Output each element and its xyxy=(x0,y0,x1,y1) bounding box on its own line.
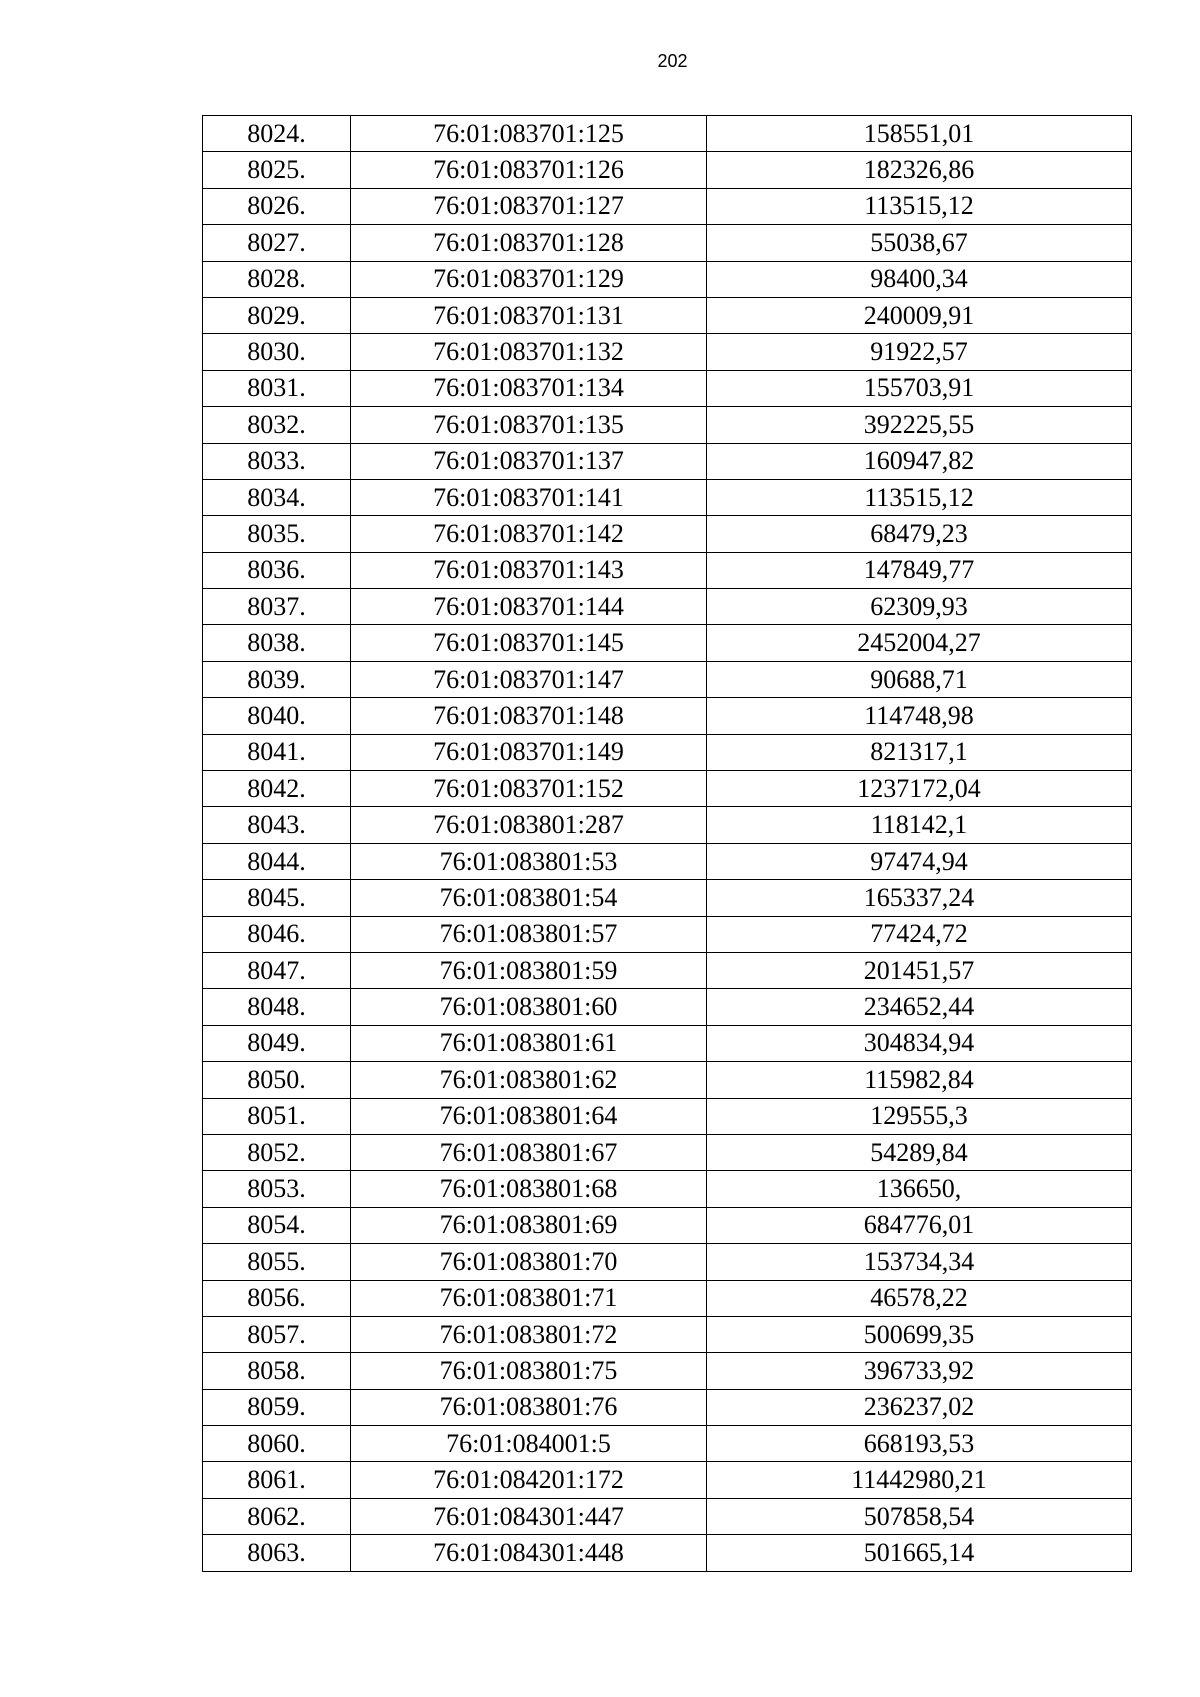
table-row xyxy=(203,1025,1132,1061)
cadastral-number-cell: 76:01:083701:126 xyxy=(351,152,707,188)
cadastral-number-cell: 76:01:083801:71 xyxy=(351,1280,707,1316)
table-row xyxy=(203,589,1132,625)
table-row xyxy=(203,443,1132,479)
row-number-cell: 8025. xyxy=(203,152,351,188)
cadastral-number-cell: 76:01:083701:127 xyxy=(351,188,707,224)
table-row xyxy=(203,880,1132,916)
row-number-cell: 8059. xyxy=(203,1389,351,1425)
cadastral-number-cell: 76:01:083701:135 xyxy=(351,407,707,443)
value-cell: 507858,54 xyxy=(707,1498,1132,1534)
table-row xyxy=(203,407,1132,443)
value-cell: 118142,1 xyxy=(707,807,1132,843)
value-cell: 77424,72 xyxy=(707,916,1132,952)
value-cell: 821317,1 xyxy=(707,734,1132,770)
value-cell: 1237172,04 xyxy=(707,771,1132,807)
value-cell: 113515,12 xyxy=(707,479,1132,515)
table-row xyxy=(203,1462,1132,1498)
value-cell: 234652,44 xyxy=(707,989,1132,1025)
value-cell: 500699,35 xyxy=(707,1316,1132,1352)
cadastral-number-cell: 76:01:083701:147 xyxy=(351,661,707,697)
value-cell: 182326,86 xyxy=(707,152,1132,188)
table-row xyxy=(203,1426,1132,1462)
row-number-cell: 8050. xyxy=(203,1062,351,1098)
cadastral-number-cell: 76:01:083801:59 xyxy=(351,952,707,988)
value-cell: 91922,57 xyxy=(707,334,1132,370)
table-row xyxy=(203,1098,1132,1134)
table-row xyxy=(203,1498,1132,1534)
table-row xyxy=(203,1353,1132,1389)
row-number-cell: 8034. xyxy=(203,479,351,515)
value-cell: 147849,77 xyxy=(707,552,1132,588)
table-row xyxy=(203,989,1132,1025)
value-cell: 684776,01 xyxy=(707,1207,1132,1243)
cadastral-number-cell: 76:01:083701:129 xyxy=(351,261,707,297)
value-cell: 62309,93 xyxy=(707,589,1132,625)
table-row xyxy=(203,843,1132,879)
table-row xyxy=(203,225,1132,261)
table-row xyxy=(203,1535,1132,1571)
row-number-cell: 8047. xyxy=(203,952,351,988)
row-number-cell: 8027. xyxy=(203,225,351,261)
table-row xyxy=(203,625,1132,661)
cadastral-number-cell: 76:01:083701:149 xyxy=(351,734,707,770)
cadastral-number-cell: 76:01:083701:152 xyxy=(351,771,707,807)
value-cell: 68479,23 xyxy=(707,516,1132,552)
cadastral-number-cell: 76:01:083801:70 xyxy=(351,1244,707,1280)
value-cell: 155703,91 xyxy=(707,370,1132,406)
table-row xyxy=(203,1389,1132,1425)
table-row xyxy=(203,261,1132,297)
row-number-cell: 8061. xyxy=(203,1462,351,1498)
row-number-cell: 8060. xyxy=(203,1426,351,1462)
cadastral-number-cell: 76:01:083701:137 xyxy=(351,443,707,479)
cadastral-number-cell: 76:01:084001:5 xyxy=(351,1426,707,1462)
value-cell: 90688,71 xyxy=(707,661,1132,697)
cadastral-number-cell: 76:01:083701:128 xyxy=(351,225,707,261)
row-number-cell: 8058. xyxy=(203,1353,351,1389)
cadastral-number-cell: 76:01:083801:67 xyxy=(351,1134,707,1170)
row-number-cell: 8032. xyxy=(203,407,351,443)
cadastral-number-cell: 76:01:083701:145 xyxy=(351,625,707,661)
value-cell: 98400,34 xyxy=(707,261,1132,297)
value-cell: 11442980,21 xyxy=(707,1462,1132,1498)
row-number-cell: 8051. xyxy=(203,1098,351,1134)
row-number-cell: 8031. xyxy=(203,370,351,406)
row-number-cell: 8049. xyxy=(203,1025,351,1061)
cadastral-number-cell: 76:01:083701:125 xyxy=(351,116,707,152)
cadastral-number-cell: 76:01:083801:69 xyxy=(351,1207,707,1243)
cadastral-number-cell: 76:01:083701:134 xyxy=(351,370,707,406)
row-number-cell: 8046. xyxy=(203,916,351,952)
table-row xyxy=(203,188,1132,224)
cadastral-number-cell: 76:01:083701:143 xyxy=(351,552,707,588)
cadastral-number-cell: 76:01:083801:68 xyxy=(351,1171,707,1207)
cadastral-number-cell: 76:01:084301:447 xyxy=(351,1498,707,1534)
cadastral-number-cell: 76:01:084201:172 xyxy=(351,1462,707,1498)
table-row xyxy=(203,661,1132,697)
cadastral-number-cell: 76:01:083801:72 xyxy=(351,1316,707,1352)
cadastral-number-cell: 76:01:083701:141 xyxy=(351,479,707,515)
table-row xyxy=(203,734,1132,770)
table-row xyxy=(203,516,1132,552)
value-cell: 304834,94 xyxy=(707,1025,1132,1061)
row-number-cell: 8045. xyxy=(203,880,351,916)
value-cell: 201451,57 xyxy=(707,952,1132,988)
row-number-cell: 8042. xyxy=(203,771,351,807)
row-number-cell: 8038. xyxy=(203,625,351,661)
cadastral-number-cell: 76:01:083701:132 xyxy=(351,334,707,370)
table-row xyxy=(203,552,1132,588)
value-cell: 55038,67 xyxy=(707,225,1132,261)
table-row xyxy=(203,916,1132,952)
value-cell: 165337,24 xyxy=(707,880,1132,916)
value-cell: 158551,01 xyxy=(707,116,1132,152)
value-cell: 136650, xyxy=(707,1171,1132,1207)
row-number-cell: 8024. xyxy=(203,116,351,152)
table-row xyxy=(203,952,1132,988)
cadastral-number-cell: 76:01:083801:60 xyxy=(351,989,707,1025)
cadastral-number-cell: 76:01:083701:131 xyxy=(351,297,707,333)
row-number-cell: 8056. xyxy=(203,1280,351,1316)
table-row xyxy=(203,698,1132,734)
cadastral-number-cell: 76:01:083701:148 xyxy=(351,698,707,734)
row-number-cell: 8030. xyxy=(203,334,351,370)
cadastral-number-cell: 76:01:083701:144 xyxy=(351,589,707,625)
row-number-cell: 8062. xyxy=(203,1498,351,1534)
table-row xyxy=(203,370,1132,406)
row-number-cell: 8063. xyxy=(203,1535,351,1571)
table-row xyxy=(203,297,1132,333)
table-row xyxy=(203,1134,1132,1170)
cadastral-number-cell: 76:01:083801:76 xyxy=(351,1389,707,1425)
cadastral-table xyxy=(202,115,1132,1572)
table-row xyxy=(203,807,1132,843)
table-row xyxy=(203,1244,1132,1280)
cadastral-number-cell: 76:01:083801:64 xyxy=(351,1098,707,1134)
table-row xyxy=(203,1280,1132,1316)
value-cell: 392225,55 xyxy=(707,407,1132,443)
cadastral-number-cell: 76:01:083801:57 xyxy=(351,916,707,952)
row-number-cell: 8028. xyxy=(203,261,351,297)
cadastral-number-cell: 76:01:083801:53 xyxy=(351,843,707,879)
value-cell: 396733,92 xyxy=(707,1353,1132,1389)
cadastral-number-cell: 76:01:083801:61 xyxy=(351,1025,707,1061)
table-row xyxy=(203,1171,1132,1207)
value-cell: 54289,84 xyxy=(707,1134,1132,1170)
value-cell: 2452004,27 xyxy=(707,625,1132,661)
row-number-cell: 8033. xyxy=(203,443,351,479)
row-number-cell: 8055. xyxy=(203,1244,351,1280)
value-cell: 160947,82 xyxy=(707,443,1132,479)
table-row xyxy=(203,1316,1132,1352)
row-number-cell: 8036. xyxy=(203,552,351,588)
value-cell: 115982,84 xyxy=(707,1062,1132,1098)
value-cell: 46578,22 xyxy=(707,1280,1132,1316)
row-number-cell: 8029. xyxy=(203,297,351,333)
value-cell: 501665,14 xyxy=(707,1535,1132,1571)
value-cell: 113515,12 xyxy=(707,188,1132,224)
table-body xyxy=(203,116,1132,1572)
value-cell: 114748,98 xyxy=(707,698,1132,734)
row-number-cell: 8026. xyxy=(203,188,351,224)
row-number-cell: 8037. xyxy=(203,589,351,625)
row-number-cell: 8052. xyxy=(203,1134,351,1170)
table-row xyxy=(203,334,1132,370)
row-number-cell: 8043. xyxy=(203,807,351,843)
row-number-cell: 8040. xyxy=(203,698,351,734)
row-number-cell: 8048. xyxy=(203,989,351,1025)
row-number-cell: 8041. xyxy=(203,734,351,770)
table-row xyxy=(203,771,1132,807)
row-number-cell: 8053. xyxy=(203,1171,351,1207)
table-row xyxy=(203,1062,1132,1098)
cadastral-number-cell: 76:01:083801:54 xyxy=(351,880,707,916)
value-cell: 129555,3 xyxy=(707,1098,1132,1134)
row-number-cell: 8054. xyxy=(203,1207,351,1243)
row-number-cell: 8044. xyxy=(203,843,351,879)
value-cell: 236237,02 xyxy=(707,1389,1132,1425)
page-number: 202 xyxy=(657,51,688,71)
row-number-cell: 8039. xyxy=(203,661,351,697)
table-row xyxy=(203,479,1132,515)
row-number-cell: 8035. xyxy=(203,516,351,552)
cadastral-number-cell: 76:01:083801:62 xyxy=(351,1062,707,1098)
cadastral-number-cell: 76:01:083801:75 xyxy=(351,1353,707,1389)
row-number-cell: 8057. xyxy=(203,1316,351,1352)
cadastral-number-cell: 76:01:083701:142 xyxy=(351,516,707,552)
value-cell: 97474,94 xyxy=(707,843,1132,879)
cadastral-number-cell: 76:01:083801:287 xyxy=(351,807,707,843)
table-row xyxy=(203,1207,1132,1243)
table-row xyxy=(203,152,1132,188)
value-cell: 668193,53 xyxy=(707,1426,1132,1462)
table-row xyxy=(203,116,1132,152)
value-cell: 240009,91 xyxy=(707,297,1132,333)
cadastral-number-cell: 76:01:084301:448 xyxy=(351,1535,707,1571)
value-cell: 153734,34 xyxy=(707,1244,1132,1280)
